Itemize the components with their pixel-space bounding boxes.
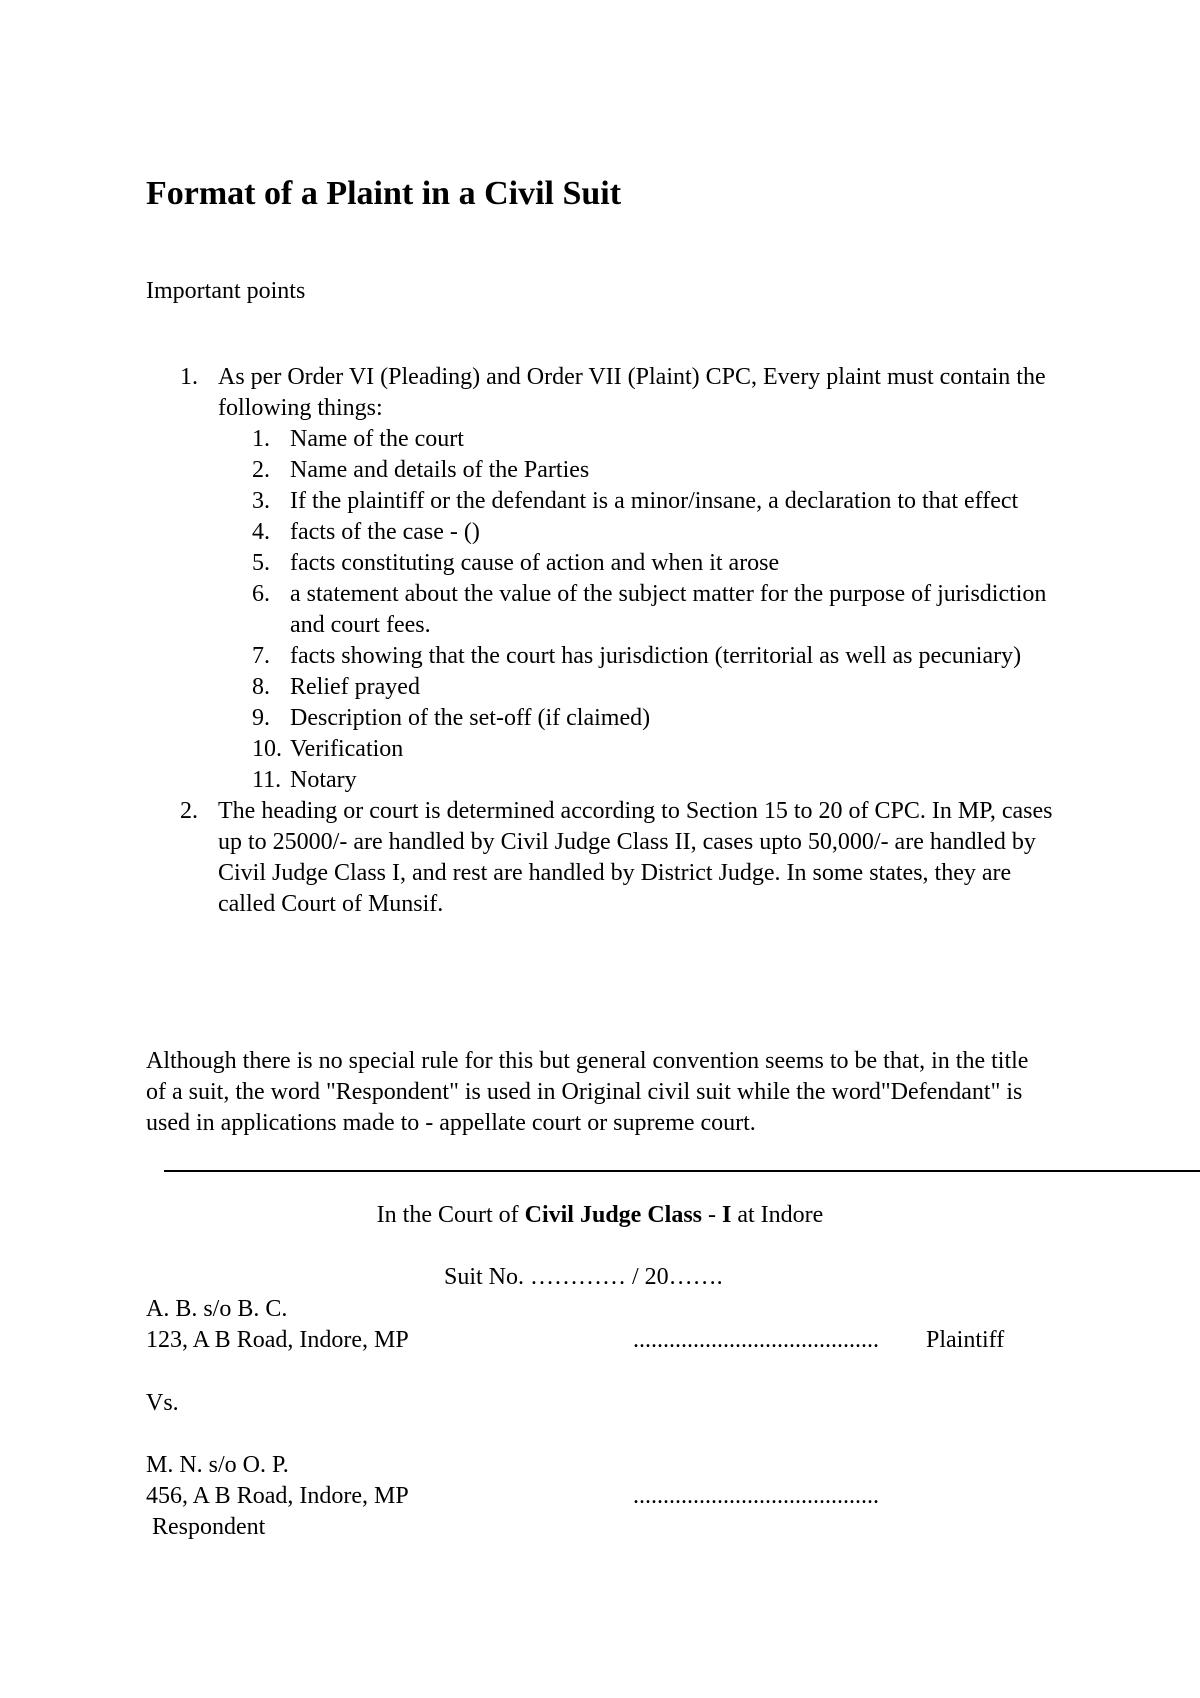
list-item [218, 765, 1066, 796]
item-number: 7. [252, 643, 270, 669]
point-2 [146, 796, 1066, 920]
list-item [218, 486, 1066, 517]
item-text: facts constituting cause of action and when it arose [290, 550, 780, 576]
item-number: 8. [252, 674, 270, 700]
item-number: 10. [252, 736, 282, 762]
court-suffix: at Indore [731, 1202, 824, 1228]
respondent-address: 456, A B Road, Indore, MP [146, 1483, 409, 1509]
list-item [218, 579, 1066, 641]
versus-label: Vs. [146, 1390, 179, 1416]
respondent-dots: ......................................... [633, 1483, 879, 1509]
point-number: 1. [180, 364, 198, 390]
list-item [218, 703, 1066, 734]
item-text: Name and details of the Parties [290, 457, 590, 483]
respondent-label: Respondent [152, 1514, 266, 1540]
important-points-heading: Important points [146, 278, 306, 304]
item-text: Notary [290, 767, 357, 793]
item-number: 4. [252, 519, 270, 545]
item-text: Description of the set-off (if claimed) [290, 705, 651, 731]
plaintiff-address: 123, A B Road, Indore, MP [146, 1327, 409, 1353]
item-text: a statement about the value of the subject matter for the purpose of jurisdiction and court fees. [290, 581, 1047, 638]
convention-note: Although there is no special rule for this but general convention seems to be that, in the title of a suit, the word "Respondent" is used in Original civil suit while the word"Defendant" is used in applications made to - appellate court or supreme court. [146, 1048, 1029, 1136]
respondent-name: M. N. s/o O. P. [146, 1452, 289, 1478]
item-text: Verification [290, 736, 404, 762]
list-item [218, 517, 1066, 548]
item-text: facts showing that the court has jurisdiction (territorial as well as pecuniary) [290, 643, 1022, 669]
plaint-contents-list [218, 424, 1066, 796]
point-1 [146, 362, 1066, 796]
point-number: 2. [180, 798, 198, 824]
item-text: If the plaintiff or the defendant is a minor/insane, a declaration to that effect [290, 488, 1019, 514]
section-divider [164, 1170, 1200, 1172]
list-item [218, 548, 1066, 579]
item-number: 6. [252, 581, 270, 607]
item-text: facts of the case - () [290, 519, 480, 545]
court-prefix: In the Court of [376, 1202, 525, 1228]
item-text: Relief prayed [290, 674, 420, 700]
court-class: I [722, 1202, 732, 1228]
item-number: 1. [252, 426, 270, 452]
item-number: 9. [252, 705, 270, 731]
list-item [218, 424, 1066, 455]
document-title: Format of a Plaint in a Civil Suit [146, 175, 622, 212]
court-heading [0, 1200, 1200, 1231]
plaintiff-dots: ......................................... [633, 1327, 879, 1353]
court-dash: - [702, 1202, 723, 1228]
item-number: 5. [252, 550, 270, 576]
plaintiff-name: A. B. s/o B. C. [146, 1296, 288, 1322]
court-name: Civil Judge Class [524, 1202, 703, 1228]
suit-number: Suit No. ………… / 20……. [444, 1264, 723, 1290]
list-item [218, 641, 1066, 672]
important-points-list [146, 362, 1066, 920]
item-number: 2. [252, 457, 270, 483]
list-item [218, 734, 1066, 765]
point-text: The heading or court is determined according to Section 15 to 20 of CPC. In MP, cases up to 25000/- are handled by Civil Judge Class II, cases upto 50,000/- are handled by Civil Judge Class I, and rest are handled by District Judge. In some states, they are called Court of Munsif. [218, 798, 1053, 917]
item-text: Name of the court [290, 426, 464, 452]
list-item [218, 672, 1066, 703]
point-text: As per Order VI (Pleading) and Order VII (Plaint) CPC, Every plaint must contain the following things: [218, 364, 1046, 421]
plaintiff-label: Plaintiff [926, 1327, 1005, 1353]
list-item [218, 455, 1066, 486]
item-number: 11. [252, 767, 282, 793]
item-number: 3. [252, 488, 270, 514]
